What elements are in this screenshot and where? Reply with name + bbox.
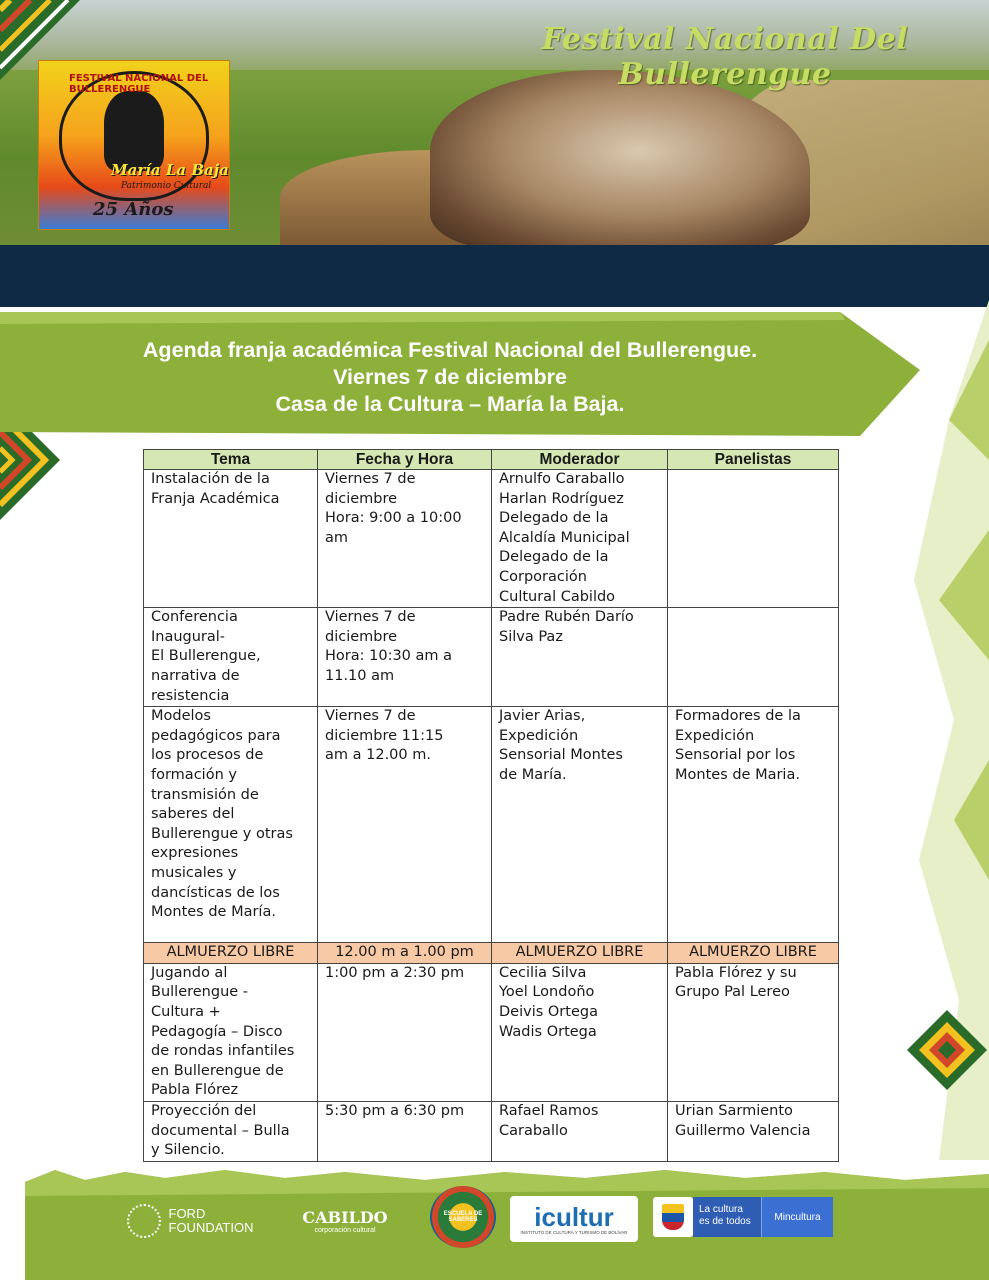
cabildo-name: CABILDO bbox=[302, 1208, 388, 1227]
cell-moderador: Cecilia Silva Yoel Londoño Deivis Ortega Wadis Ortega bbox=[492, 963, 668, 1101]
cell-moderador: Padre Rubén Darío Silva Paz bbox=[492, 608, 668, 707]
agenda-heading-line-3: Casa de la Cultura – María la Baja. bbox=[275, 392, 625, 416]
cell-fecha-hora: 5:30 pm a 6:30 pm bbox=[318, 1101, 492, 1161]
festival-logo bbox=[38, 60, 230, 230]
cell-fecha-hora: Viernes 7 de diciembre Hora: 10:30 am a 11.10 am bbox=[318, 608, 492, 707]
agenda-heading-line-1: Agenda franja académica Festival Nacional del Bullerengue. bbox=[142, 338, 758, 362]
slogan-line-2: es de todos bbox=[699, 1216, 751, 1227]
ford-foundation-logo bbox=[115, 1195, 265, 1247]
mincultura-name: Mincultura bbox=[761, 1197, 833, 1237]
cell-tema: Instalación de la Franja Académica bbox=[144, 470, 318, 608]
table-row bbox=[144, 470, 839, 608]
table-row bbox=[144, 1101, 839, 1161]
festival-title: Festival Nacional Del Bullerengue bbox=[541, 22, 909, 92]
cabildo-subtitle: corporación cultural bbox=[314, 1227, 376, 1234]
table-row bbox=[144, 707, 839, 943]
mincultura-logo bbox=[653, 1197, 846, 1237]
cell-panelistas: Urian Sarmiento Guillermo Valencia bbox=[668, 1101, 839, 1161]
navy-band bbox=[0, 245, 989, 307]
logo-subtitle: Patrimonio Cultural bbox=[121, 181, 212, 191]
cell-fecha-hora: 12.00 m a 1.00 pm bbox=[318, 943, 492, 964]
cell-panelistas bbox=[668, 470, 839, 608]
cell-fecha-hora: Viernes 7 de diciembre Hora: 9:00 a 10:00 am bbox=[318, 470, 492, 608]
header-panelistas: Panelistas bbox=[668, 450, 839, 470]
cell-fecha-hora: 1:00 pm a 2:30 pm bbox=[318, 963, 492, 1101]
table-row bbox=[144, 963, 839, 1101]
cell-panelistas bbox=[668, 608, 839, 707]
icultur-name: icultur bbox=[534, 1201, 614, 1232]
escuela-text: ESCUELA DE SABERES bbox=[443, 1211, 483, 1223]
cell-panelistas: ALMUERZO LIBRE bbox=[668, 943, 839, 964]
cabildo-logo bbox=[285, 1195, 405, 1247]
agenda-table bbox=[143, 449, 839, 1162]
logo-place: María La Baja bbox=[111, 161, 229, 179]
logo-arc-text: FESTIVAL NACIONAL DEL BULLERENGUE bbox=[69, 73, 209, 95]
ford-mark-icon bbox=[127, 1204, 161, 1238]
cell-panelistas: Pabla Flórez y su Grupo Pal Lereo bbox=[668, 963, 839, 1101]
icultur-logo bbox=[510, 1196, 638, 1242]
escuela-de-saberes-logo bbox=[430, 1186, 496, 1248]
cell-panelistas: Formadores de la Expedición Sensorial por los Montes de Maria. bbox=[668, 707, 839, 943]
header-moderador: Moderador bbox=[492, 450, 668, 470]
ford-line-1: FORD bbox=[168, 1206, 206, 1221]
header-tema: Tema bbox=[144, 450, 318, 470]
logo-years: 25 Años bbox=[93, 199, 174, 220]
lunch-row bbox=[144, 943, 839, 964]
cell-moderador: Javier Arias, Expedición Sensorial Montes de María. bbox=[492, 707, 668, 943]
colombia-shield-icon bbox=[653, 1197, 693, 1237]
cell-moderador: Arnulfo Caraballo Harlan Rodríguez Delegado de la Alcaldía Municipal Delegado de la Corporación Cultural Cabildo bbox=[492, 470, 668, 608]
cell-tema: Modelos pedagógicos para los procesos de formación y transmisión de saberes del Bullerengue y otras expresiones musicales y dancísticas de los Montes de María. bbox=[144, 707, 318, 943]
cell-tema: Conferencia Inaugural- El Bullerengue, narrativa de resistencia bbox=[144, 608, 318, 707]
cell-moderador: Rafael Ramos Caraballo bbox=[492, 1101, 668, 1161]
header-fecha-hora: Fecha y Hora bbox=[318, 450, 492, 470]
ford-line-2: FOUNDATION bbox=[168, 1220, 254, 1235]
agenda-heading-line-2: Viernes 7 de diciembre bbox=[333, 365, 567, 389]
mincultura-slogan bbox=[693, 1197, 761, 1237]
ford-text bbox=[169, 1207, 254, 1235]
cell-tema: ALMUERZO LIBRE bbox=[144, 943, 318, 964]
cell-tema: Proyección del documental – Bulla y Silencio. bbox=[144, 1101, 318, 1161]
cell-fecha-hora: Viernes 7 de diciembre 11:15 am a 12.00 m. bbox=[318, 707, 492, 943]
agenda-heading bbox=[0, 337, 900, 418]
table-row bbox=[144, 608, 839, 707]
dancer-figure-icon bbox=[104, 91, 164, 171]
cell-moderador: ALMUERZO LIBRE bbox=[492, 943, 668, 964]
cell-tema: Jugando al Bullerengue - Cultura + Pedagogía – Disco de rondas infantiles en Bullerengue de Pabla Flórez bbox=[144, 963, 318, 1101]
table-header-row bbox=[144, 450, 839, 470]
icultur-tagline: INSTITUTO DE CULTURA Y TURISMO DE BOLÍVAR bbox=[520, 1229, 628, 1235]
slogan-line-1: La cultura bbox=[699, 1204, 743, 1215]
